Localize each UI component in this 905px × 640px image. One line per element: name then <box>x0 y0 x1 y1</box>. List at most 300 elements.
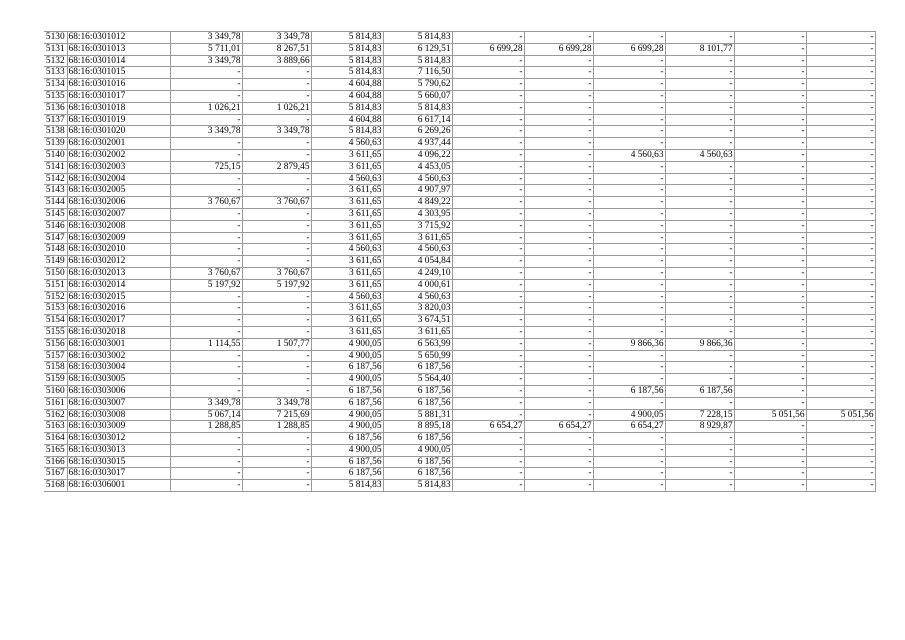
cell-value-col-6: - <box>524 480 593 492</box>
cell-value-col-6: 6 654,27 <box>524 421 593 433</box>
cell-value-col-8: - <box>665 315 734 327</box>
cell-cadastral-number: 68:16:0303006 <box>67 385 170 397</box>
table-row <box>44 468 875 480</box>
table-row <box>44 32 875 44</box>
cell-value-col-5: - <box>452 90 524 102</box>
cell-value-col-10: - <box>806 303 875 315</box>
cell-value-col-9: - <box>734 138 806 150</box>
cell-value-col-7: - <box>593 326 665 338</box>
cell-value-col-10: - <box>806 326 875 338</box>
cell-value-col-8: 7 228,15 <box>665 409 734 421</box>
cell-value-col-3: 6 187,56 <box>311 433 383 445</box>
cell-value-col-5: - <box>452 315 524 327</box>
cell-value-col-2: - <box>242 303 311 315</box>
cell-value-col-3: 3 611,65 <box>311 208 383 220</box>
table-row <box>44 303 875 315</box>
cell-value-col-5: - <box>452 267 524 279</box>
cell-cadastral-number: 68:16:0303015 <box>67 456 170 468</box>
cell-value-col-2: - <box>242 90 311 102</box>
cell-value-col-2: 8 267,51 <box>242 43 311 55</box>
cell-value-col-3: 5 814,83 <box>311 102 383 114</box>
cell-value-col-2: - <box>242 362 311 374</box>
cell-value-col-1: - <box>170 244 242 256</box>
cell-value-col-4: 6 187,56 <box>383 433 452 445</box>
cell-value-col-6: - <box>524 102 593 114</box>
cell-value-col-9: - <box>734 315 806 327</box>
table-row <box>44 197 875 209</box>
cell-value-col-10: - <box>806 374 875 386</box>
cell-value-col-7: - <box>593 374 665 386</box>
cell-value-col-1: 3 349,78 <box>170 55 242 67</box>
cell-value-col-8: - <box>665 480 734 492</box>
table-row <box>44 244 875 256</box>
cell-value-col-2: 2 879,45 <box>242 161 311 173</box>
cell-value-col-6: - <box>524 208 593 220</box>
cell-cadastral-number: 68:16:0302005 <box>67 185 170 197</box>
cell-row-number: 5161 <box>44 397 67 409</box>
cell-value-col-1: - <box>170 173 242 185</box>
cell-cadastral-number: 68:16:0303017 <box>67 468 170 480</box>
cell-value-col-7: - <box>593 232 665 244</box>
cell-value-col-6: - <box>524 291 593 303</box>
cell-value-col-6: - <box>524 326 593 338</box>
cell-value-col-4: 5 660,07 <box>383 90 452 102</box>
cell-value-col-10: - <box>806 421 875 433</box>
cell-value-col-8: 4 560,63 <box>665 149 734 161</box>
cell-value-col-10: - <box>806 197 875 209</box>
cell-row-number: 5158 <box>44 362 67 374</box>
cell-row-number: 5156 <box>44 338 67 350</box>
cell-row-number: 5142 <box>44 173 67 185</box>
cell-value-col-2: - <box>242 244 311 256</box>
cell-value-col-6: - <box>524 374 593 386</box>
cell-value-col-5: - <box>452 138 524 150</box>
table-row <box>44 43 875 55</box>
cell-value-col-4: 4 303,95 <box>383 208 452 220</box>
cell-value-col-8: - <box>665 102 734 114</box>
cell-value-col-5: - <box>452 197 524 209</box>
table-row <box>44 374 875 386</box>
cell-value-col-5: - <box>452 444 524 456</box>
cell-value-col-8: 6 187,56 <box>665 385 734 397</box>
cell-value-col-7: - <box>593 397 665 409</box>
cell-value-col-5: - <box>452 433 524 445</box>
cell-value-col-5: - <box>452 67 524 79</box>
cell-value-col-7: 4 560,63 <box>593 149 665 161</box>
cell-value-col-9: - <box>734 173 806 185</box>
cell-value-col-9: - <box>734 244 806 256</box>
cell-row-number: 5140 <box>44 149 67 161</box>
table-row <box>44 126 875 138</box>
cell-value-col-2: - <box>242 114 311 126</box>
cell-value-col-8: - <box>665 197 734 209</box>
cell-value-col-4: 3 715,92 <box>383 220 452 232</box>
cell-row-number: 5141 <box>44 161 67 173</box>
cell-value-col-8: - <box>665 90 734 102</box>
cell-row-number: 5163 <box>44 421 67 433</box>
cell-value-col-5: - <box>452 350 524 362</box>
cell-row-number: 5150 <box>44 267 67 279</box>
cell-value-col-3: 3 611,65 <box>311 256 383 268</box>
cell-cadastral-number: 68:16:0302008 <box>67 220 170 232</box>
cell-value-col-2: 3 760,67 <box>242 197 311 209</box>
cell-cadastral-number: 68:16:0301012 <box>67 32 170 44</box>
cell-value-col-5: - <box>452 208 524 220</box>
cell-value-col-2: - <box>242 385 311 397</box>
cell-row-number: 5155 <box>44 326 67 338</box>
cell-value-col-8: - <box>665 362 734 374</box>
cell-value-col-9: - <box>734 433 806 445</box>
cell-value-col-6: 6 699,28 <box>524 43 593 55</box>
cell-value-col-7: - <box>593 126 665 138</box>
cell-value-col-8: - <box>665 114 734 126</box>
cell-value-col-4: 7 116,50 <box>383 67 452 79</box>
cell-value-col-1: - <box>170 291 242 303</box>
cell-value-col-4: 4 560,63 <box>383 173 452 185</box>
table-row <box>44 338 875 350</box>
cell-cadastral-number: 68:16:0301014 <box>67 55 170 67</box>
cell-value-col-7: - <box>593 433 665 445</box>
table-row <box>44 67 875 79</box>
cell-value-col-2: - <box>242 185 311 197</box>
cell-value-col-1: - <box>170 456 242 468</box>
cell-value-col-9: - <box>734 67 806 79</box>
cell-value-col-9: - <box>734 421 806 433</box>
cell-value-col-10: - <box>806 102 875 114</box>
cell-value-col-3: 6 187,56 <box>311 468 383 480</box>
cell-cadastral-number: 68:16:0302013 <box>67 267 170 279</box>
table-row <box>44 79 875 91</box>
cell-value-col-7: - <box>593 315 665 327</box>
cell-value-col-5: - <box>452 185 524 197</box>
cell-value-col-6: - <box>524 32 593 44</box>
cell-value-col-5: - <box>452 149 524 161</box>
cell-row-number: 5168 <box>44 480 67 492</box>
cell-value-col-6: - <box>524 350 593 362</box>
cell-row-number: 5164 <box>44 433 67 445</box>
cell-cadastral-number: 68:16:0301018 <box>67 102 170 114</box>
cell-value-col-6: - <box>524 55 593 67</box>
cell-value-col-4: 6 187,56 <box>383 397 452 409</box>
table-row <box>44 55 875 67</box>
cell-value-col-8: 8 929,87 <box>665 421 734 433</box>
cell-value-col-4: 3 611,65 <box>383 232 452 244</box>
cell-value-col-4: 3 674,51 <box>383 315 452 327</box>
cell-value-col-9: - <box>734 90 806 102</box>
cell-value-col-4: 6 617,14 <box>383 114 452 126</box>
table-row <box>44 444 875 456</box>
cell-value-col-7: 6 187,56 <box>593 385 665 397</box>
cell-value-col-4: 4 453,05 <box>383 161 452 173</box>
cell-value-col-2: - <box>242 232 311 244</box>
cell-value-col-6: - <box>524 303 593 315</box>
cell-value-col-3: 4 560,63 <box>311 244 383 256</box>
cell-value-col-9: - <box>734 55 806 67</box>
cell-cadastral-number: 68:16:0303009 <box>67 421 170 433</box>
cell-value-col-4: 6 129,51 <box>383 43 452 55</box>
cell-row-number: 5132 <box>44 55 67 67</box>
cell-value-col-5: - <box>452 244 524 256</box>
cell-value-col-1: 725,15 <box>170 161 242 173</box>
cell-value-col-8: - <box>665 279 734 291</box>
cell-value-col-7: - <box>593 350 665 362</box>
cell-row-number: 5146 <box>44 220 67 232</box>
cell-value-col-6: - <box>524 220 593 232</box>
cell-value-col-7: - <box>593 279 665 291</box>
cell-value-col-8: - <box>665 397 734 409</box>
data-table <box>44 31 876 492</box>
cell-value-col-7: - <box>593 114 665 126</box>
table-row <box>44 232 875 244</box>
cell-cadastral-number: 68:16:0302007 <box>67 208 170 220</box>
cell-row-number: 5131 <box>44 43 67 55</box>
cell-value-col-1: 3 349,78 <box>170 32 242 44</box>
cell-value-col-9: - <box>734 374 806 386</box>
table-row <box>44 279 875 291</box>
cell-value-col-7: 6 699,28 <box>593 43 665 55</box>
cell-row-number: 5143 <box>44 185 67 197</box>
cell-value-col-2: 5 197,92 <box>242 279 311 291</box>
cell-value-col-7: - <box>593 67 665 79</box>
cell-value-col-9: - <box>734 197 806 209</box>
cell-value-col-5: - <box>452 102 524 114</box>
cell-cadastral-number: 68:16:0302006 <box>67 197 170 209</box>
cell-value-col-10: - <box>806 32 875 44</box>
cell-cadastral-number: 68:16:0303013 <box>67 444 170 456</box>
cell-value-col-1: 1 114,55 <box>170 338 242 350</box>
cell-value-col-2: - <box>242 291 311 303</box>
cell-value-col-3: 4 560,63 <box>311 291 383 303</box>
cell-value-col-3: 3 611,65 <box>311 185 383 197</box>
cell-value-col-9: - <box>734 291 806 303</box>
cell-value-col-1: 3 760,67 <box>170 197 242 209</box>
cell-value-col-4: 5 814,83 <box>383 102 452 114</box>
cell-value-col-3: 3 611,65 <box>311 279 383 291</box>
table-row <box>44 421 875 433</box>
cell-cadastral-number: 68:16:0301016 <box>67 79 170 91</box>
table-row <box>44 385 875 397</box>
cell-value-col-6: - <box>524 114 593 126</box>
cell-value-col-6: - <box>524 161 593 173</box>
cell-value-col-1: - <box>170 232 242 244</box>
cell-value-col-5: - <box>452 79 524 91</box>
cell-value-col-2: - <box>242 256 311 268</box>
cell-value-col-2: 3 889,66 <box>242 55 311 67</box>
cell-value-col-1: - <box>170 303 242 315</box>
cell-value-col-3: 5 814,83 <box>311 55 383 67</box>
table-row <box>44 409 875 421</box>
cell-value-col-6: - <box>524 138 593 150</box>
cell-value-col-8: - <box>665 32 734 44</box>
cell-value-col-10: - <box>806 456 875 468</box>
cell-value-col-1: - <box>170 256 242 268</box>
cell-value-col-7: 4 900,05 <box>593 409 665 421</box>
cell-value-col-4: 4 907,97 <box>383 185 452 197</box>
cell-value-col-1: 1 288,85 <box>170 421 242 433</box>
cell-value-col-2: 3 349,78 <box>242 32 311 44</box>
cell-value-col-8: 8 101,77 <box>665 43 734 55</box>
cell-cadastral-number: 68:16:0306001 <box>67 480 170 492</box>
cell-cadastral-number: 68:16:0302001 <box>67 138 170 150</box>
cell-row-number: 5149 <box>44 256 67 268</box>
cell-value-col-5: - <box>452 456 524 468</box>
cell-value-col-3: 6 187,56 <box>311 456 383 468</box>
cell-value-col-2: - <box>242 315 311 327</box>
cell-value-col-9: - <box>734 456 806 468</box>
cell-cadastral-number: 68:16:0303004 <box>67 362 170 374</box>
cell-value-col-10: - <box>806 126 875 138</box>
cell-value-col-6: - <box>524 79 593 91</box>
cell-value-col-7: 6 654,27 <box>593 421 665 433</box>
cell-row-number: 5167 <box>44 468 67 480</box>
cell-value-col-9: - <box>734 232 806 244</box>
cell-value-col-4: 8 895,18 <box>383 421 452 433</box>
cell-value-col-10: - <box>806 338 875 350</box>
cell-value-col-3: 4 604,88 <box>311 90 383 102</box>
cell-value-col-10: - <box>806 67 875 79</box>
cell-cadastral-number: 68:16:0303001 <box>67 338 170 350</box>
cell-value-col-10: - <box>806 444 875 456</box>
cell-row-number: 5162 <box>44 409 67 421</box>
cell-value-col-10: - <box>806 256 875 268</box>
cell-value-col-5: - <box>452 220 524 232</box>
cell-value-col-8: - <box>665 220 734 232</box>
cell-value-col-8: - <box>665 256 734 268</box>
cell-value-col-4: 5 814,83 <box>383 55 452 67</box>
cell-value-col-7: - <box>593 480 665 492</box>
cell-value-col-9: - <box>734 326 806 338</box>
cell-value-col-5: - <box>452 338 524 350</box>
cell-value-col-10: - <box>806 279 875 291</box>
cell-value-col-9: - <box>734 208 806 220</box>
cell-value-col-8: - <box>665 350 734 362</box>
cell-value-col-7: - <box>593 267 665 279</box>
cell-value-col-4: 5 564,40 <box>383 374 452 386</box>
cell-value-col-9: - <box>734 350 806 362</box>
cell-row-number: 5159 <box>44 374 67 386</box>
cell-value-col-10: - <box>806 173 875 185</box>
cell-row-number: 5152 <box>44 291 67 303</box>
cell-value-col-7: - <box>593 102 665 114</box>
table-row <box>44 256 875 268</box>
cell-value-col-6: - <box>524 67 593 79</box>
cell-value-col-5: - <box>452 326 524 338</box>
cell-value-col-3: 4 560,63 <box>311 138 383 150</box>
cell-value-col-5: - <box>452 397 524 409</box>
cell-value-col-2: 1 288,85 <box>242 421 311 433</box>
cell-cadastral-number: 68:16:0301017 <box>67 90 170 102</box>
cell-value-col-3: 5 814,83 <box>311 67 383 79</box>
cell-value-col-10: - <box>806 362 875 374</box>
cell-value-col-9: - <box>734 267 806 279</box>
cell-value-col-6: - <box>524 90 593 102</box>
table-row <box>44 480 875 492</box>
cell-value-col-4: 4 849,22 <box>383 197 452 209</box>
cell-cadastral-number: 68:16:0303008 <box>67 409 170 421</box>
cell-value-col-7: - <box>593 79 665 91</box>
cell-row-number: 5165 <box>44 444 67 456</box>
cell-value-col-7: - <box>593 444 665 456</box>
cell-value-col-7: - <box>593 456 665 468</box>
table-row <box>44 149 875 161</box>
cell-value-col-6: - <box>524 456 593 468</box>
cell-value-col-6: - <box>524 444 593 456</box>
cell-cadastral-number: 68:16:0302014 <box>67 279 170 291</box>
cell-value-col-4: 3 820,03 <box>383 303 452 315</box>
cell-cadastral-number: 68:16:0302015 <box>67 291 170 303</box>
cell-value-col-1: - <box>170 79 242 91</box>
cell-value-col-5: - <box>452 232 524 244</box>
cell-value-col-8: - <box>665 55 734 67</box>
cell-value-col-10: - <box>806 232 875 244</box>
cell-value-col-5: 6 699,28 <box>452 43 524 55</box>
cell-value-col-9: - <box>734 256 806 268</box>
cell-value-col-5: - <box>452 362 524 374</box>
cell-value-col-1: 3 349,78 <box>170 397 242 409</box>
cell-value-col-3: 4 900,05 <box>311 338 383 350</box>
cell-cadastral-number: 68:16:0301015 <box>67 67 170 79</box>
cell-value-col-8: - <box>665 79 734 91</box>
cell-value-col-1: - <box>170 374 242 386</box>
cell-value-col-3: 5 814,83 <box>311 480 383 492</box>
cell-value-col-9: - <box>734 303 806 315</box>
cell-value-col-9: - <box>734 468 806 480</box>
cell-value-col-3: 3 611,65 <box>311 267 383 279</box>
cell-cadastral-number: 68:16:0302009 <box>67 232 170 244</box>
cell-cadastral-number: 68:16:0303012 <box>67 433 170 445</box>
cell-value-col-1: 5 711,01 <box>170 43 242 55</box>
cell-value-col-10: - <box>806 43 875 55</box>
cell-value-col-9: - <box>734 279 806 291</box>
cell-value-col-4: 6 563,99 <box>383 338 452 350</box>
cell-value-col-5: - <box>452 291 524 303</box>
cell-value-col-6: - <box>524 409 593 421</box>
cell-value-col-2: 7 215,69 <box>242 409 311 421</box>
cell-value-col-3: 3 611,65 <box>311 149 383 161</box>
cell-value-col-10: - <box>806 138 875 150</box>
cell-value-col-1: - <box>170 350 242 362</box>
cell-value-col-6: - <box>524 315 593 327</box>
cell-value-col-8: - <box>665 374 734 386</box>
cell-value-col-6: - <box>524 244 593 256</box>
cell-cadastral-number: 68:16:0302018 <box>67 326 170 338</box>
cell-value-col-1: 5 197,92 <box>170 279 242 291</box>
cell-value-col-6: - <box>524 232 593 244</box>
cell-value-col-8: - <box>665 185 734 197</box>
cell-value-col-4: 6 187,56 <box>383 468 452 480</box>
cell-value-col-7: - <box>593 55 665 67</box>
cell-value-col-10: - <box>806 114 875 126</box>
cell-value-col-5: - <box>452 303 524 315</box>
cell-value-col-2: 3 349,78 <box>242 126 311 138</box>
cell-value-col-9: - <box>734 102 806 114</box>
table-row <box>44 102 875 114</box>
cell-row-number: 5130 <box>44 32 67 44</box>
table-row <box>44 114 875 126</box>
cell-value-col-8: - <box>665 456 734 468</box>
cell-value-col-8: - <box>665 173 734 185</box>
cell-value-col-10: - <box>806 480 875 492</box>
cell-value-col-1: - <box>170 315 242 327</box>
cell-value-col-4: 3 611,65 <box>383 326 452 338</box>
cell-value-col-9: - <box>734 385 806 397</box>
cell-value-col-9: - <box>734 338 806 350</box>
cell-value-col-5: - <box>452 374 524 386</box>
cell-value-col-8: - <box>665 138 734 150</box>
cell-value-col-1: - <box>170 385 242 397</box>
cell-value-col-10: - <box>806 315 875 327</box>
cell-value-col-10: - <box>806 291 875 303</box>
